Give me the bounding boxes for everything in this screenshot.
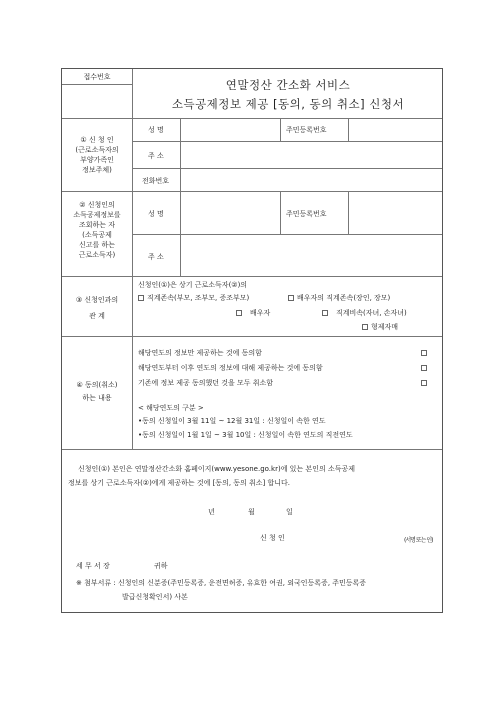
receipt-number-field[interactable]	[65, 87, 129, 113]
tax-office-label: 세 무 서 장	[76, 562, 110, 570]
attachment-line1: ※ 첨부서류 : 신청인의 신분증(주민등록증, 운전면허증, 유효한 여권, 외국인등록증, 주민등록증	[76, 579, 367, 587]
applicant-name-field[interactable]	[184, 119, 280, 139]
honorific-label: 귀하	[154, 562, 168, 570]
consent-option-cancel-all: 기존에 정보 제공 동의했던 것을 모두 취소함	[138, 379, 274, 387]
recipient-id-field[interactable]	[352, 193, 440, 233]
applicant-address-label: 주 소	[148, 152, 164, 160]
applicant-phone-field[interactable]	[184, 169, 440, 190]
applicant-section-label: ① 신 청 인 (근로소득자의 부양가족인 정보주체)	[75, 136, 119, 174]
applicant-name-label: 성 명	[148, 126, 164, 134]
consent-future-years-checkbox[interactable]	[421, 365, 427, 371]
checkbox[interactable]	[236, 310, 242, 316]
consent-option-current-year: 해당연도의 정보만 제공하는 것에 동의함	[138, 349, 262, 357]
consent-current-year-checkbox[interactable]	[421, 350, 427, 356]
form-title-line2: 소득공제정보 제공 [동의, 동의 취소] 신청서	[171, 97, 405, 111]
applicant-address-field[interactable]	[184, 142, 440, 167]
form-title-line1: 연말정산 간소화 서비스	[225, 78, 351, 92]
signature-stamp-field[interactable]: (서명 또는 인)	[404, 537, 433, 544]
year-division-line2: •동의 신청일이 1월 1일 ~ 3월 10일 : 신청일이 속한 연도의 직전연도	[138, 431, 353, 439]
checkbox[interactable]	[322, 310, 328, 316]
applicant-id-field[interactable]	[352, 119, 440, 139]
recipient-address-label: 주 소	[148, 253, 164, 261]
receipt-number-label: 접수번호	[83, 73, 111, 81]
date-day-label: 일	[286, 508, 293, 516]
recipient-section-label: ② 신청인의 소득공제정보를 조회하는 자 (소득공제 신고를 하는 근로소득자)	[73, 201, 121, 259]
relationship-section-label: ③ 신청인과의 관 계	[75, 296, 119, 320]
application-form: 접수번호 연말정산 간소화 서비스 소득공제정보 제공 [동의, 동의 취소] 신청서 ① 신 청 인 (근로소득자의 부양가족인 정보주체) 성 명 주민등록번호 주 소 전화번호 ② 신청인의 소득공제정보를 조회하는 자 (소득공제 신고를 하는 근로소득자) 성 명 주민등록번호 주 소 ③ 신청인과의 관 계 신청인(①)은 상기 근로소득자(②)의 직계존속(부모, 조부모, 증조부모) 배우자의 직계존속(장인, 장모) 배우자 직계비속(자녀, 손자녀) 형제자매 ④ 동의(취소) 하는 내용 해당연도의 정보만 제공하는 것에 동의함 해당연도부터 이후 연도의 정보에 대해 제공하는 것에 동의함 기존에 정보 제공 동의했던 것을 모두 취소함 < 해당연도의 구분 > •동의 신청일이 3월 11일 ~ 12월 31일 : 신청일이 속한 연도 •동의 신청일이 1월 1일 ~ 3월 10일 : 신청일이 속한 연도의 직전연도 신청인(①) 본인은 연말정산간소화 홈페이지(www.yesone.go.kr)에 있는 본인의 소득공제 정보를 상기 근로소득자(②)에게 제공하는 것에 [동의, 동의 취소] 합니다. 년 월 일 신 청 인 (서명 또는 인) 세 무 서 장 귀하 ※ 첨부서류 : 신청인의 신분증(주민등록증, 운전면허증, 유효한 여권, 외국인등록증, 주민등록증 발급신청확인서) 사본	[61, 68, 443, 613]
recipient-name-label: 성 명	[148, 210, 164, 218]
statement-line2: 정보를 상기 근로소득자(②)에게 제공하는 것에 [동의, 동의 취소] 합니다.	[68, 479, 291, 487]
signature-label: 신 청 인	[260, 534, 285, 542]
recipient-id-label: 주민등록번호	[286, 210, 327, 218]
checkbox[interactable]	[362, 324, 368, 330]
checkbox[interactable]	[288, 295, 294, 301]
attachment-line2: 발급신청확인서) 사본	[122, 593, 188, 601]
recipient-address-field[interactable]	[184, 236, 440, 274]
applicant-id-label: 주민등록번호	[286, 126, 327, 134]
checkbox[interactable]	[138, 295, 144, 301]
consent-section-label: ④ 동의(취소) 하는 내용	[76, 381, 118, 402]
relationship-intro: 신청인(①)은 상기 근로소득자(②)의	[138, 281, 248, 289]
recipient-name-field[interactable]	[184, 193, 280, 233]
consent-option-future-years: 해당연도부터 이후 연도의 정보에 대해 제공하는 것에 동의함	[138, 364, 323, 372]
applicant-phone-label: 전화번호	[142, 177, 170, 185]
date-month-label: 월	[248, 508, 255, 516]
date-year-label: 년	[208, 508, 215, 516]
statement-line1: 신청인(①) 본인은 연말정산간소화 홈페이지(www.yesone.go.kr)에 있는 본인의 소득공제	[78, 465, 355, 473]
consent-cancel-all-checkbox[interactable]	[421, 380, 427, 386]
year-division-title: < 해당연도의 구분 >	[138, 404, 204, 412]
year-division-line1: •동의 신청일이 3월 11일 ~ 12월 31일 : 신청일이 속한 연도	[138, 417, 326, 425]
